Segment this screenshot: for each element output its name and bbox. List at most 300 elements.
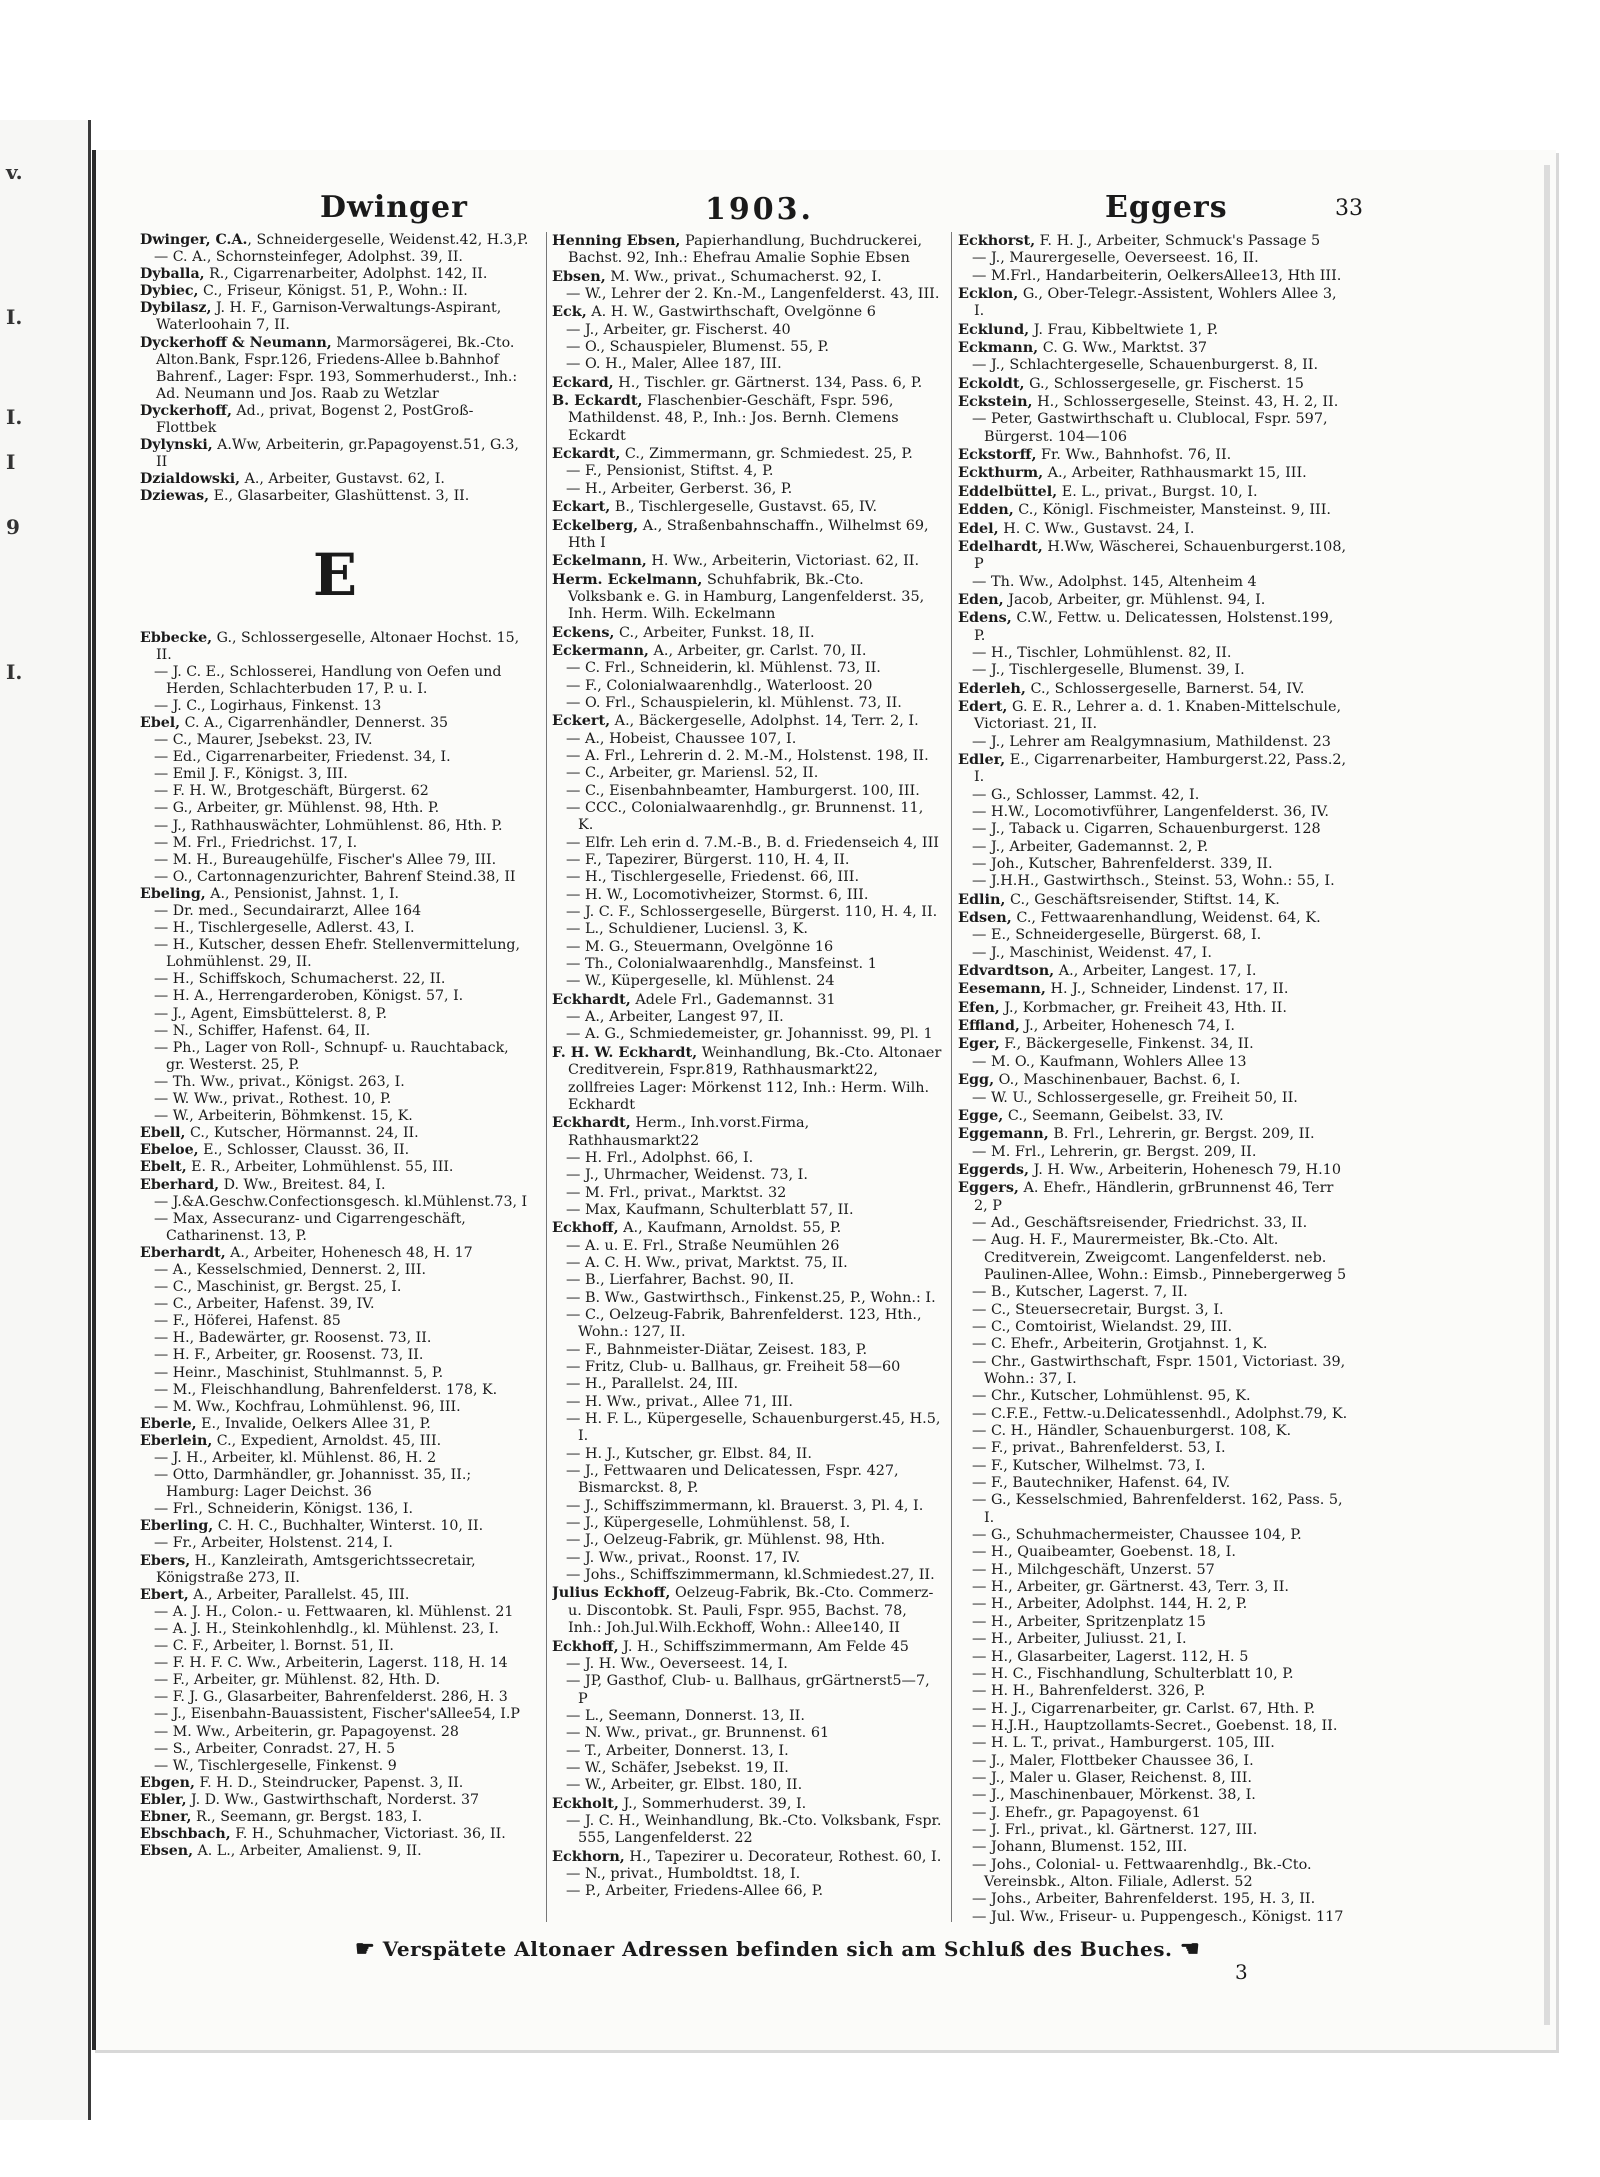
directory-entry xyxy=(140,1638,530,1655)
entry-details: C. G. Ww., Marktst. 37 xyxy=(1038,340,1208,357)
sheet-number: 3 xyxy=(1235,1960,1248,1984)
entry-details: E., Cigarrenarbeiter, Hamburgerst.22, Pass.2, I. xyxy=(974,751,1347,786)
directory-entry xyxy=(958,645,1348,662)
entry-details: — H., Tischler, Lohmühlenst. 82, II. xyxy=(972,644,1232,661)
directory-entry xyxy=(552,904,942,921)
directory-entry xyxy=(958,945,1348,962)
directory-entry xyxy=(140,749,530,766)
directory-entry xyxy=(140,403,530,437)
directory-entry xyxy=(140,1245,530,1262)
entry-surname: Eberle, xyxy=(140,1415,197,1432)
entry-details: Flaschenbier-Geschäft, Fspr. 596, Mathildenst. 48, P., Inh.: Jos. Bernh. Clemens Eckardt xyxy=(568,393,899,444)
directory-entry xyxy=(140,971,530,988)
entry-details: — F., Tapezirer, Bürgerst. 110, H. 4, II. xyxy=(566,852,850,869)
entry-details: — J., Taback u. Cigarren, Schauenburgerst. 128 xyxy=(972,821,1321,838)
entry-surname: Eberhardt, xyxy=(140,1244,226,1261)
entry-details: — M. Frl., Friedrichst. 17, I. xyxy=(154,834,358,851)
entry-details: , Schneidergeselle, Weidenst.42, H.3,P. xyxy=(247,232,529,248)
column-divider xyxy=(546,232,547,1922)
directory-entry xyxy=(958,538,1348,574)
entry-details: — W., Küpergeselle, kl. Mühlenst. 24 xyxy=(566,973,835,990)
column-3-entries xyxy=(958,232,1348,1926)
entry-details: — W., Arbeiterin, Böhmkenst. 15, K. xyxy=(154,1108,413,1125)
directory-entry xyxy=(552,1883,942,1900)
entry-details: Oelzeug-Fabrik, Bk.-Cto. Commerz- u. Discontobk. St. Pauli, Fspr. 955, Bachst. 78, Inh.: Joh.Jul.Wilh.Eckhoff, Wohn.: Allee140, II xyxy=(568,1585,934,1637)
directory-entry xyxy=(958,1544,1348,1561)
entry-details: — J. C. F., Schlossergeselle, Bürgerst. 110, H. 4, II. xyxy=(566,904,938,921)
directory-entry xyxy=(552,678,942,695)
entry-details: Weinhandlung, Bk.-Cto. Altonaer Creditverein, Fspr.819, Rathhausmarkt22, zollfreies Lager: Mörkenst 112, Inh.: Herm. Wilh. Eckhardt xyxy=(568,1044,942,1113)
directory-entry xyxy=(552,1411,942,1446)
directory-entry xyxy=(552,1342,942,1359)
entry-details: — H.J.H., Hauptzollamts-Secret., Goebenst. 18, II. xyxy=(972,1717,1338,1734)
entry-details: — F., Arbeiter, gr. Mühlenst. 82, Hth. D. xyxy=(154,1672,441,1689)
directory-entry xyxy=(958,839,1348,856)
entry-surname: Eger, xyxy=(958,1035,1000,1053)
entry-surname: Eckhorst, xyxy=(958,232,1036,249)
entry-details: — O. Frl., Schauspielerin, kl. Mühlenst. 73, II. xyxy=(566,694,902,711)
directory-entry xyxy=(958,1683,1348,1700)
directory-entry xyxy=(958,1527,1348,1544)
entry-details: C., Expedient, Arnoldst. 45, III. xyxy=(212,1432,442,1449)
entry-details: — M. Frl., privat., Marktst. 32 xyxy=(566,1184,787,1201)
directory-entry xyxy=(552,660,942,677)
entry-details: — J.&A.Geschw.Confectionsgesch. kl.Mühlenst.73, I xyxy=(154,1193,528,1210)
directory-entry xyxy=(140,1194,530,1211)
directory-entry xyxy=(958,1017,1348,1035)
footer-note xyxy=(355,1936,1255,1962)
entry-details: — G., Arbeiter, gr. Mühlenst. 98, Hth. P. xyxy=(154,800,440,817)
prev-page-glyph: I. xyxy=(6,660,23,684)
directory-entry xyxy=(140,1433,530,1450)
entry-details: E., Invalide, Oelkers Allee 31, P. xyxy=(196,1415,431,1432)
entry-surname: Eckoldt, xyxy=(958,374,1025,392)
directory-entry xyxy=(140,1553,530,1587)
entry-details: — M. Ww., Kochfrau, Lohmühlenst. 96, III. xyxy=(154,1398,461,1415)
entry-surname: Edlin, xyxy=(958,890,1006,908)
entry-details: — F. H. F. C. Ww., Arbeiterin, Lagerst. 118, H. 14 xyxy=(154,1655,508,1672)
entry-details: — J., Lehrer am Realgymnasium, Mathildenst. 23 xyxy=(972,733,1331,750)
directory-entry xyxy=(958,1458,1348,1475)
entry-details: — M. Ww., Arbeiterin, gr. Papagoyenst. 28 xyxy=(154,1723,459,1740)
directory-entry xyxy=(552,1044,942,1114)
entry-details: — J., Maler u. Glaser, Reichenst. 8, III. xyxy=(972,1769,1252,1786)
directory-entry xyxy=(552,783,942,800)
directory-entry xyxy=(958,1319,1348,1336)
directory-entry xyxy=(552,887,942,904)
entry-details: R., Seemann, gr. Bergst. 183, I. xyxy=(191,1808,423,1825)
entry-surname: Eckard, xyxy=(552,373,614,391)
entry-details: — J., Rathhauswächter, Lohmühlenst. 86, Hth. P. xyxy=(154,817,503,834)
entry-details: — H., Schiffskoch, Schumacherst. 22, II. xyxy=(154,971,446,988)
entry-details: — N., Schiffer, Hafenst. 64, II. xyxy=(154,1022,371,1039)
entry-details: Ad., privat, Bogenst 2, PostGroß-Flottbek xyxy=(156,402,474,437)
entry-surname: Ebers, xyxy=(140,1552,191,1569)
entry-details: Fr. Ww., Bahnhofst. 76, II. xyxy=(1036,447,1232,464)
entry-surname: B. Eckardt, xyxy=(552,392,643,410)
entry-details: — M. H., Bureaugehülfe, Fischer's Allee 79, III. xyxy=(154,851,497,868)
directory-entry xyxy=(958,927,1348,944)
entry-details: — A. G., Schmiedemeister, gr. Johannisst. 99, Pl. 1 xyxy=(566,1026,933,1043)
directory-entry xyxy=(958,1125,1348,1143)
entry-details: — H., Kutscher, dessen Ehefr. Stellenvermittelung, Lohmühlenst. 29, II. xyxy=(154,937,521,971)
directory-entry xyxy=(140,1177,530,1194)
directory-entry xyxy=(552,322,942,339)
directory-entry xyxy=(140,1826,530,1843)
entry-details: — G., Schlosser, Lammst. 42, I. xyxy=(972,786,1200,803)
entry-details: — Max, Assecuranz- und Cigarrengeschäft, Catharinenst. 13, P. xyxy=(154,1210,466,1244)
previous-page-edge xyxy=(0,120,91,2120)
entry-details: — C. H., Händler, Schauenburgerst. 108, K. xyxy=(972,1423,1292,1440)
entry-surname: Eckthurm, xyxy=(958,464,1044,482)
directory-entry xyxy=(140,335,530,403)
directory-entry xyxy=(552,1673,942,1708)
directory-entry xyxy=(140,266,530,283)
entry-details: J., Arbeiter, Hohenesch 74, I. xyxy=(1019,1018,1235,1035)
entry-details: — Th. Ww., Adolphst. 145, Altenheim 4 xyxy=(972,573,1257,590)
entry-details: — Jul. Ww., Friseur- u. Puppengesch., Königst. 117 xyxy=(972,1908,1344,1925)
column-divider xyxy=(951,232,952,1922)
entry-details: — F., privat., Bahrenfelderst. 53, I. xyxy=(972,1440,1226,1457)
directory-entry xyxy=(958,1857,1348,1892)
directory-entry xyxy=(552,1866,942,1883)
directory-entry xyxy=(958,698,1348,734)
entry-details: Adele Frl., Gademannst. 31 xyxy=(630,991,836,1008)
directory-entry xyxy=(140,1467,530,1501)
entry-details: Schuhfabrik, Bk.-Cto. Volksbank e. G. in Hamburg, Langenfelderst. 35, Inh. Herm. Wilh. Eckelmann xyxy=(568,571,925,623)
entry-details: A., Kaufmann, Arnoldst. 55, P. xyxy=(618,1220,842,1237)
entry-details: A., Arbeiter, gr. Carlst. 70, II. xyxy=(648,642,867,659)
directory-entry xyxy=(552,481,942,498)
directory-entry xyxy=(140,1296,530,1313)
entry-surname: Dyckerhoff & Neumann, xyxy=(140,334,332,351)
entry-details: — Otto, Darmhändler, gr. Johannisst. 35, II.; Hamburg: Lager Deichst. 36 xyxy=(154,1467,472,1501)
entry-details: E. R., Arbeiter, Lohmühlenst. 55, III. xyxy=(186,1159,454,1176)
directory-entry xyxy=(140,471,530,488)
directory-entry xyxy=(552,1307,942,1342)
directory-entry xyxy=(958,856,1348,873)
directory-entry xyxy=(140,886,530,903)
entry-details: J. D. Ww., Gastwirthschaft, Norderst. 37 xyxy=(186,1791,480,1808)
entry-details: — W., Arbeiter, gr. Elbst. 180, II. xyxy=(566,1777,803,1794)
entry-surname: Edsen, xyxy=(958,909,1012,927)
entry-details: — P., Arbeiter, Friedens-Allee 66, P. xyxy=(566,1883,824,1900)
entry-details: — W., Lehrer der 2. Kn.-M., Langenfelderst. 43, III. xyxy=(566,286,940,303)
directory-entry xyxy=(958,1336,1348,1353)
entry-details: — Chr., Kutscher, Lohmühlenst. 95, K. xyxy=(972,1388,1251,1405)
entry-details: — J., Maschinenbauer, Mörkenst. 38, I. xyxy=(972,1787,1256,1804)
directory-entry xyxy=(958,1090,1348,1107)
entry-surname: Ederleh, xyxy=(958,679,1026,697)
directory-entry xyxy=(140,1279,530,1296)
entry-details: — A., Hobeist, Chaussee 107, I. xyxy=(566,730,797,747)
directory-entry xyxy=(958,464,1348,482)
entry-details: — C. Ehefr., Arbeiterin, Grotjahnst. 1, K. xyxy=(972,1336,1268,1353)
directory-entry xyxy=(552,642,942,660)
entry-surname: Eden, xyxy=(958,590,1004,608)
directory-entry xyxy=(140,1382,530,1399)
entry-surname: Edler, xyxy=(958,750,1006,768)
entry-details: — Fritz, Club- u. Ballhaus, gr. Freiheit 58—60 xyxy=(566,1359,901,1375)
entry-details: D. Ww., Breitest. 84, I. xyxy=(219,1176,386,1193)
entry-surname: Eggers, xyxy=(958,1179,1019,1197)
entry-details: — Johs., Colonial- u. Fettwaarenhdlg., Bk.-Cto. Vereinsbk., Alton. Filiale, Adlerst. 52 xyxy=(972,1856,1312,1890)
entry-details: — Chr., Gastwirthschaft, Fspr. 1501, Victoriast. 39, Wohn.: 37, I. xyxy=(972,1353,1346,1387)
directory-entry xyxy=(958,1475,1348,1492)
entry-details: — H., Arbeiter, Spritzenplatz 15 xyxy=(972,1613,1206,1630)
directory-entry xyxy=(552,1760,942,1777)
directory-entry xyxy=(552,624,942,642)
directory-entry xyxy=(958,1787,1348,1804)
entry-details: G. E. R., Lehrer a. d. 1. Knaben-Mittelschule, Victoriast. 21, II. xyxy=(974,698,1342,733)
directory-entry xyxy=(552,1359,942,1376)
directory-entry xyxy=(958,574,1348,591)
entry-details: — O., Cartonnagenzurichter, Bahrenf Steind.38, II xyxy=(154,868,516,885)
directory-entry xyxy=(958,787,1348,804)
pointing-hand-icon: ☛ xyxy=(355,1936,376,1962)
entry-surname: Henning Ebsen, xyxy=(552,232,681,249)
directory-entry xyxy=(552,869,942,886)
entry-surname: Eckstein, xyxy=(958,393,1033,411)
entry-details: — H. L. T., privat., Hamburgerst. 105, III. xyxy=(972,1735,1275,1752)
entry-details: H. C. Ww., Gustavst. 24, I. xyxy=(998,520,1195,537)
directory-entry xyxy=(140,488,530,505)
entry-details: — Joh., Kutscher, Bahrenfelderst. 339, II. xyxy=(972,856,1273,873)
entry-details: F. H. D., Steindrucker, Papenst. 3, II. xyxy=(194,1774,464,1791)
directory-entry xyxy=(552,1219,942,1237)
entry-details: A. H. W., Gastwirthschaft, Ovelgönne 6 xyxy=(586,304,876,321)
entry-surname: Edelhardt, xyxy=(958,537,1043,555)
entry-details: H. Ww., Arbeiterin, Victoriast. 62, II. xyxy=(646,553,920,570)
directory-entry xyxy=(552,463,942,480)
directory-entry xyxy=(140,437,530,471)
directory-entry xyxy=(140,1399,530,1416)
entry-surname: Effland, xyxy=(958,1017,1020,1035)
entry-details: — C., Oelzeug-Fabrik, Bahrenfelderst. 123, Hth., Wohn.: 127, II. xyxy=(566,1306,922,1341)
directory-entry xyxy=(958,1354,1348,1389)
prev-page-glyph: I. xyxy=(6,405,23,429)
entry-details: — J., Arbeiter, gr. Fischerst. 40 xyxy=(566,321,791,338)
directory-entry xyxy=(958,1107,1348,1125)
directory-entry xyxy=(140,283,530,300)
entry-details: — N., privat., Humboldtst. 18, I. xyxy=(566,1865,801,1882)
entry-surname: Eggerds, xyxy=(958,1160,1030,1178)
entry-details: — G., Schuhmachermeister, Chaussee 104, P. xyxy=(972,1527,1302,1544)
entry-details: — F., Kutscher, Wilhelmst. 73, I. xyxy=(972,1457,1206,1474)
directory-entry xyxy=(552,1813,942,1848)
directory-entry xyxy=(552,1708,942,1725)
entry-surname: Dzialdowski, xyxy=(140,471,241,488)
directory-entry xyxy=(958,873,1348,890)
entry-details: G., Schlossergeselle, Altonaer Hochst. 15, II. xyxy=(156,629,520,663)
entry-surname: Dybilasz, xyxy=(140,300,212,317)
entry-details: — J., Maler, Flottbeker Chaussee 36, I. xyxy=(972,1752,1254,1769)
directory-entry xyxy=(140,732,530,749)
directory-entry xyxy=(140,835,530,852)
directory-entry xyxy=(958,1284,1348,1301)
entry-details: — M. O., Kaufmann, Wohlers Allee 13 xyxy=(972,1053,1247,1070)
entry-details: A.Ww, Arbeiterin, gr.Papagoyenst.51, G.3, II xyxy=(156,437,519,471)
entry-details: — Th. Ww., privat., Königst. 263, I. xyxy=(154,1073,405,1090)
entry-details: J. H. F., Garnison-Verwaltungs-Aspirant, Waterloohain 7, II. xyxy=(156,300,502,334)
directory-entry xyxy=(552,1656,942,1673)
directory-entry xyxy=(140,1587,530,1604)
directory-entry xyxy=(140,1450,530,1467)
entry-details: — C. A., Schornsteinfeger, Adolphst. 39, II. xyxy=(154,249,463,266)
entry-details: — G., Kesselschmied, Bahrenfelderst. 162, Pass. 5, I. xyxy=(972,1492,1343,1526)
directory-entry xyxy=(140,1672,530,1689)
directory-entry xyxy=(140,1843,530,1860)
entry-details: — F., Bautechniker, Hafenst. 64, IV. xyxy=(972,1475,1231,1492)
entry-surname: Egge, xyxy=(958,1106,1004,1124)
header-left-catchword: Dwinger xyxy=(320,190,468,225)
entry-surname: Ebgen, xyxy=(140,1774,195,1791)
entry-details: — W. U., Schlossergeselle, gr. Freiheit 50, II. xyxy=(972,1089,1298,1106)
entry-surname: Edens, xyxy=(958,609,1012,627)
directory-entry xyxy=(958,751,1348,787)
directory-entry xyxy=(958,1302,1348,1319)
directory-entry xyxy=(958,321,1348,339)
entry-surname: Ebner, xyxy=(140,1808,192,1825)
entry-surname: Egg, xyxy=(958,1071,995,1089)
directory-entry xyxy=(552,286,942,303)
entry-surname: Julius Eckhoff, xyxy=(552,1584,671,1602)
page-edge-shadow xyxy=(1544,165,1550,2025)
directory-entry xyxy=(552,1009,942,1026)
entry-surname: Ebbecke, xyxy=(140,629,213,646)
entry-details: J. H. Ww., Arbeiterin, Hohenesch 79, H.10 xyxy=(1029,1161,1341,1178)
entry-details: — C.F.E., Fettw.-u.Delicatessenhdl., Adolphst.79, K. xyxy=(972,1405,1348,1422)
directory-entry xyxy=(140,1416,530,1433)
directory-entry xyxy=(140,852,530,869)
directory-entry xyxy=(140,1741,530,1758)
entry-details: — B., Kutscher, Lagerst. 7, II. xyxy=(972,1284,1188,1301)
entry-surname: Eckelberg, xyxy=(552,516,639,534)
directory-entry xyxy=(140,988,530,1005)
directory-entry xyxy=(958,411,1348,446)
entry-details: — M. Frl., Lehrerin, gr. Bergst. 209, II. xyxy=(972,1143,1257,1160)
entry-details: Marmorsägerei, Bk.-Cto. Alton.Bank, Fspr.126, Friedens-Allee b.Bahnhof Bahrenf., Lager: Fspr. 193, Sommerhuderst., Inh.: Ad. Neumann und Jos. Raab zu Wetzlar xyxy=(156,334,518,402)
entry-details: — T., Arbeiter, Donnerst. 13, I. xyxy=(566,1742,789,1759)
entry-surname: Eckart, xyxy=(552,498,611,516)
entry-details: — F., Colonialwaarenhdlg., Waterloost. 20 xyxy=(566,677,873,694)
entry-details: C., Königl. Fischmeister, Mansteinst. 9, III. xyxy=(1013,502,1331,519)
entry-surname: Ebeloe, xyxy=(140,1142,199,1159)
directory-entry xyxy=(552,268,942,286)
entry-details: — J., Maurergeselle, Oeverseest. 16, II. xyxy=(972,250,1259,267)
column-2-entries xyxy=(552,232,942,1901)
entry-details: — J., Schlachtergeselle, Schauenburgerst. 8, II. xyxy=(972,357,1319,374)
entry-details: — M. G., Steuermann, Ovelgönne 16 xyxy=(566,938,834,955)
directory-entry xyxy=(552,1795,942,1813)
entry-details: — J., Küpergeselle, Lohmühlenst. 58, I. xyxy=(566,1515,851,1532)
directory-entry xyxy=(958,1440,1348,1457)
directory-entry xyxy=(958,609,1348,645)
directory-entry xyxy=(958,1492,1348,1527)
directory-entry xyxy=(140,766,530,783)
directory-entry xyxy=(140,903,530,920)
directory-entry xyxy=(140,1330,530,1347)
directory-entry xyxy=(552,498,942,516)
directory-entry xyxy=(140,818,530,835)
directory-entry xyxy=(552,748,942,765)
directory-entry xyxy=(140,800,530,817)
entry-surname: Dyckerhoff, xyxy=(140,402,232,419)
entry-details: — J. Ehefr., gr. Papagoyenst. 61 xyxy=(972,1804,1201,1821)
entry-surname: Ecklon, xyxy=(958,285,1019,303)
entry-surname: Edden, xyxy=(958,501,1014,519)
entry-details: — J. C. E., Schlosserei, Handlung von Oefen und Herden, Schlachterbuden 17, P. u. I. xyxy=(154,663,502,697)
directory-entry xyxy=(958,1071,1348,1089)
directory-entry xyxy=(958,962,1348,980)
entry-details: A., Straßenbahnschaffn., Wilhelmst 69, Hth I xyxy=(568,517,929,551)
directory-entry xyxy=(958,1144,1348,1161)
directory-entry xyxy=(958,357,1348,374)
entry-details: — J., Maschinist, Weidenst. 47, I. xyxy=(972,944,1212,961)
directory-entry xyxy=(958,891,1348,909)
directory-entry xyxy=(958,1054,1348,1071)
entry-details: — Th., Colonialwaarenhdlg., Mansfeinst. 1 xyxy=(566,956,877,973)
entry-details: G., Schlossergeselle, gr. Fischerst. 15 xyxy=(1024,375,1304,392)
directory-entry xyxy=(140,630,530,664)
entry-details: — Aug. H. F., Maurermeister, Bk.-Cto. Alt. Creditverein, Zweigcomt. Langenfelderst. neb. Paulinen-Allee, Wohn.: Eimsb., Pinnebergerweg 5 xyxy=(972,1232,1347,1283)
directory-entry xyxy=(140,1809,530,1826)
entry-details: — C., Maschinist, gr. Bergst. 25, I. xyxy=(154,1279,402,1296)
directory-entry xyxy=(140,1040,530,1074)
entry-details: C., Seemann, Geibelst. 33, IV. xyxy=(1003,1107,1224,1124)
entry-details: — J., Fettwaaren und Delicatessen, Fspr. 427, Bismarckst. 8, P. xyxy=(566,1463,899,1497)
entry-surname: Eckhoff, xyxy=(552,1219,619,1237)
entry-details: — H., Tischlergeselle, Adlerst. 43, I. xyxy=(154,920,415,937)
column-3 xyxy=(958,232,1348,1926)
entry-details: — Ad., Geschäftsreisender, Friedrichst. 33, II. xyxy=(972,1214,1308,1231)
directory-entry xyxy=(140,1758,530,1775)
directory-entry xyxy=(958,1753,1348,1770)
directory-entry xyxy=(140,1023,530,1040)
directory-entry xyxy=(958,999,1348,1017)
directory-entry xyxy=(140,1365,530,1382)
directory-entry xyxy=(552,1463,942,1498)
entry-details: — J., Schiffszimmermann, kl. Brauerst. 3, Pl. 4, I. xyxy=(566,1497,924,1514)
directory-entry xyxy=(140,1604,530,1621)
entry-details: — W., Schäfer, Jsebekst. 19, II. xyxy=(566,1759,789,1776)
prev-page-glyph: I. xyxy=(6,305,23,329)
entry-details: — H., Arbeiter, Gerberst. 36, P. xyxy=(566,480,793,497)
entry-details: — C. Frl., Schneiderin, kl. Mühlenst. 73, II. xyxy=(566,660,881,677)
entry-details: A., Arbeiter, Gustavst. 62, I. xyxy=(240,471,445,488)
directory-entry xyxy=(958,1770,1348,1787)
entry-details: E. L., privat., Burgst. 10, I. xyxy=(1057,483,1258,500)
entry-details: — J. H., Arbeiter, kl. Mühlenst. 86, H. 2 xyxy=(154,1450,437,1466)
directory-entry xyxy=(552,1185,942,1202)
directory-entry xyxy=(958,1839,1348,1856)
directory-entry xyxy=(140,1621,530,1638)
directory-entry xyxy=(140,1006,530,1023)
directory-entry xyxy=(552,1150,942,1167)
directory-entry xyxy=(552,1550,942,1567)
directory-entry xyxy=(958,501,1348,519)
entry-surname: Efen, xyxy=(958,998,1000,1016)
entry-details: J. Frau, Kibbeltwiete 1, P. xyxy=(1029,321,1219,338)
directory-entry xyxy=(958,1215,1348,1232)
pointing-hand-icon: ☚ xyxy=(1179,1936,1201,1962)
directory-entry xyxy=(140,1775,530,1792)
directory-entry xyxy=(140,1347,530,1364)
entry-surname: Dybiec, xyxy=(140,283,199,300)
column-1-top-entries xyxy=(140,232,530,506)
entry-details: O., Maschinenbauer, Bachst. 6, I. xyxy=(994,1072,1241,1089)
directory-entry xyxy=(552,1638,942,1656)
